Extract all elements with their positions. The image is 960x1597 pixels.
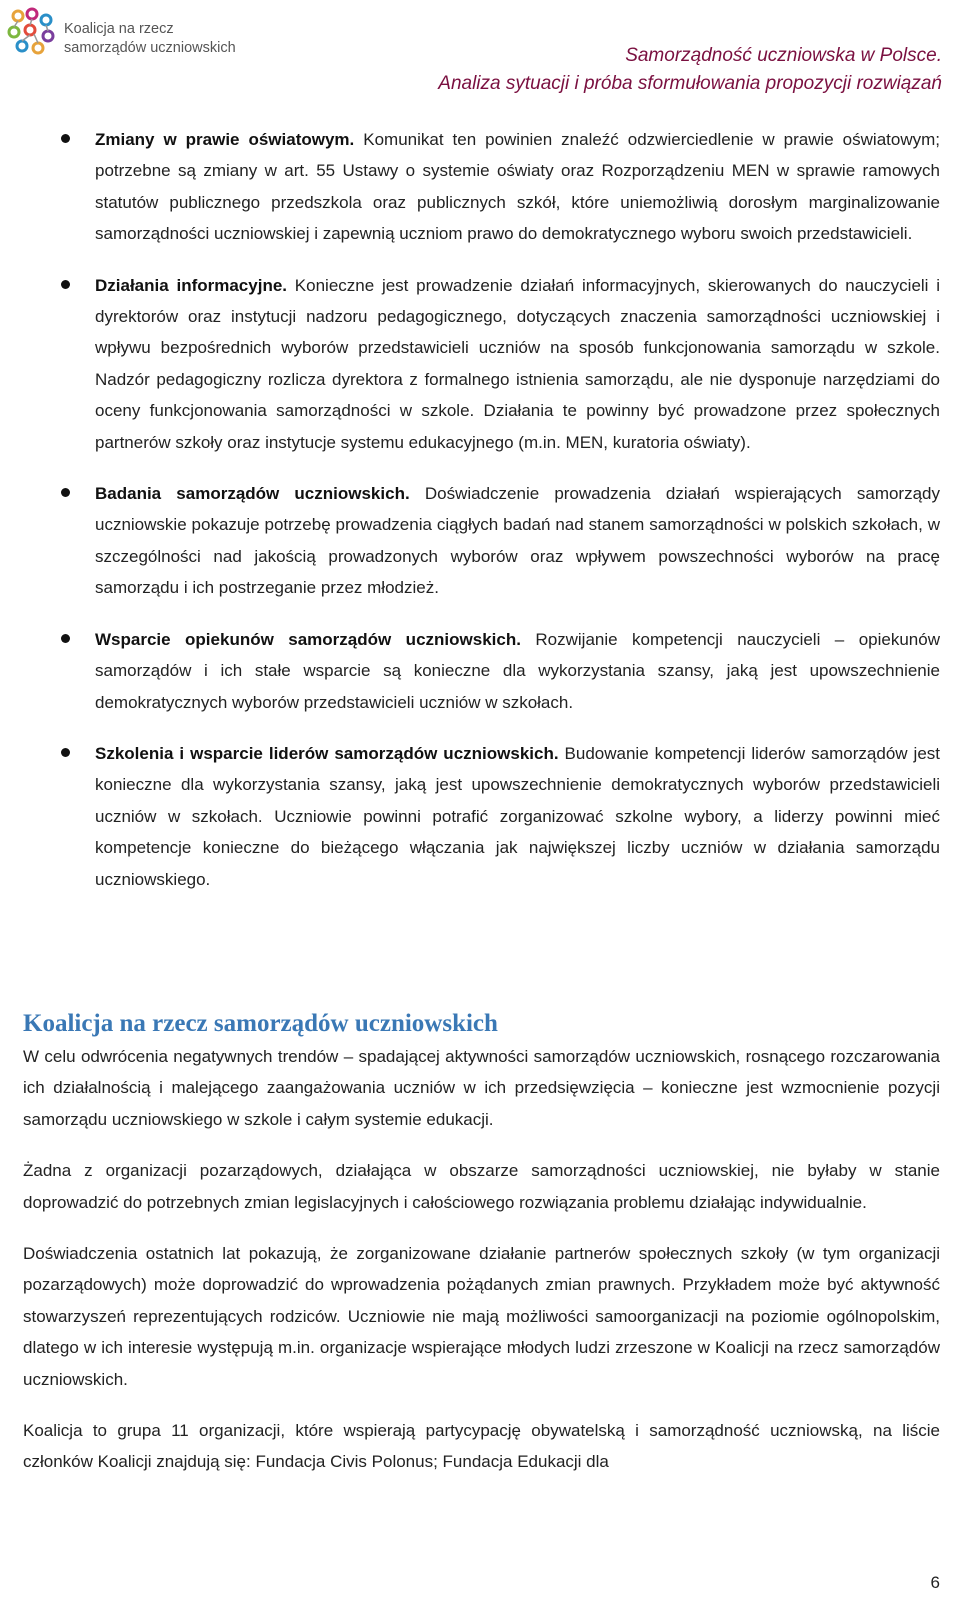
document-title: [438, 42, 942, 98]
list-item-heading: Działania informacyjne.: [95, 275, 288, 295]
list-item-text: Konieczne jest prowadzenie działań informacyjnych, skierowanych do nauczycieli i dyrektorów oraz instytucji nadzoru pedagogicznego, dotyczących znaczenia samorządności uczniowskiej i wpływu bezpośrednich wyborów przedstawicieli uczniów na sposób funkcjonowania samorządu w szkole. Nadzór pedagogiczny rozlicza dyrektora z formalnego istnienia samorządu, ale nie dysponuje narzędziami do oceny funkcjonowania samorządności w szkole. Działania te powinny być prowadzone przez społecznych partnerów szkoły oraz instytucje systemu edukacyjnego (m.in. MEN, kuratoria oświaty).: [95, 275, 941, 452]
bullet-icon: [61, 280, 70, 289]
list-item-heading: Wsparcie opiekunów samorządów uczniowskich.: [95, 629, 521, 649]
paragraph: W celu odwrócenia negatywnych trendów – spadającej aktywności samorządów uczniowskich, rosnącego rozczarowania ich działalnością i malejącego zaangażowania uczniów w ich przedsięwzięcia – konieczne jest wzmocnienie pozycji samorządu uczniowskiego w szkole i całym systemie edukacji.: [23, 1047, 940, 1129]
bullet-icon: [61, 634, 70, 643]
list-item-text: Rozwijanie kompetencji nauczycieli – opiekunów samorządów i ich stałe wsparcie są konieczne dla wykorzystania szansy, jaką jest upowszechnienie demokratycznych wyborów przedstawicieli uczniów w szkołach.: [95, 629, 940, 712]
list-item-text: Komunikat ten powinien znaleźć odzwierciedlenie w prawie oświatowym; potrzebne są zmiany w art. 55 Ustawy o systemie oświaty oraz Rozporządzeniu MEN w sprawie ramowych statutów publicznego przedszkola oraz publicznych szkół, które uniemożliwią dorosłym marginalizowanie samorządności uczniowskiej i zapewnią uczniom prawo do demokratycznego wyboru swoich przedstawicieli.: [95, 130, 940, 244]
section-heading: Koalicja na rzecz samorządów uczniowskich: [23, 1010, 498, 1037]
document-title-line-2: Analiza sytuacji i próba sformułowania propozycji rozwiązań: [438, 73, 942, 94]
list-item: [95, 738, 940, 895]
list-item-heading: Zmiany w prawie oświatowym.: [95, 130, 355, 149]
list-item-heading: Szkolenia i wsparcie liderów samorządów uczniowskich.: [95, 743, 559, 763]
page-number: 6: [930, 1573, 940, 1592]
list-item-text: Budowanie kompetencji liderów samorządów jest konieczne dla wykorzystania szansy, jaką jest upowszechnienie demokratycznych wyborów przedstawicieli uczniów w szkołach. Uczniowie powinni potrafić zorganizować szkolne wybory, a liderzy powinni mieć kompetencje konieczne do bieżącego włączania jak największej liczby uczniów w działania samorządu uczniowskiego.: [95, 743, 940, 889]
bullet-icon: [61, 748, 70, 757]
list-item: [95, 124, 940, 250]
list-item: [95, 270, 940, 458]
document-title-line-1: Samorządność uczniowska w Polsce.: [625, 45, 942, 66]
bullet-icon: [61, 488, 70, 497]
logo-line-2: samorządów uczniowskich: [64, 40, 236, 56]
list-item-heading: Badania samorządów uczniowskich.: [95, 484, 410, 504]
paragraph: Doświadczenia ostatnich lat pokazują, że zorganizowane działanie partnerów społecznych szkoły (w tym organizacji pozarządowych) może doprowadzić do wprowadzenia pożądanych zmian prawnych. Przykładem może być aktywność stowarzyszeń reprezentujących rodziców. Uczniowie nie mają możliwości samoorganizacji na poziomie ogólnopolskim, dlatego w ich interesie występują m.in. organizacje wspierające młodych ludzi zrzeszone w Koalicji na rzecz samorządów uczniowskich.: [23, 1244, 940, 1389]
logo-text: [64, 20, 236, 58]
coalition-logo-icon: [6, 6, 62, 58]
list-item: [95, 624, 940, 718]
recommendations-list: [0, 124, 960, 895]
bullet-icon: [61, 134, 70, 143]
coalition-logo: [6, 6, 246, 58]
section-body: [23, 1041, 940, 1478]
paragraph: Żadna z organizacji pozarządowych, działająca w obszarze samorządności uczniowskiej, nie byłaby w stanie doprowadzić do potrzebnych zmian legislacyjnych i całościowego rozwiązania problemu działając indywidualnie.: [23, 1161, 940, 1212]
paragraph: Koalicja to grupa 11 organizacji, które wspierają partycypację obywatelską i samorządność uczniowską, na liście członków Koalicji znajdują się: Fundacja Civis Polonus; Fundacja Edukacji dla: [23, 1421, 940, 1472]
list-item-text: Doświadczenie prowadzenia działań wspierających samorządy uczniowskie pokazuje potrzebę prowadzenia ciągłych badań nad stanem samorządności w polskich szkołach, w szczególności nad jakością prowadzonych wyborów oraz wpływem powszechności wyborów na pracę samorządu i ich postrzeganie przez młodzież.: [95, 484, 940, 598]
logo-line-1: Koalicja na rzecz: [64, 21, 174, 37]
list-item: [95, 478, 940, 604]
